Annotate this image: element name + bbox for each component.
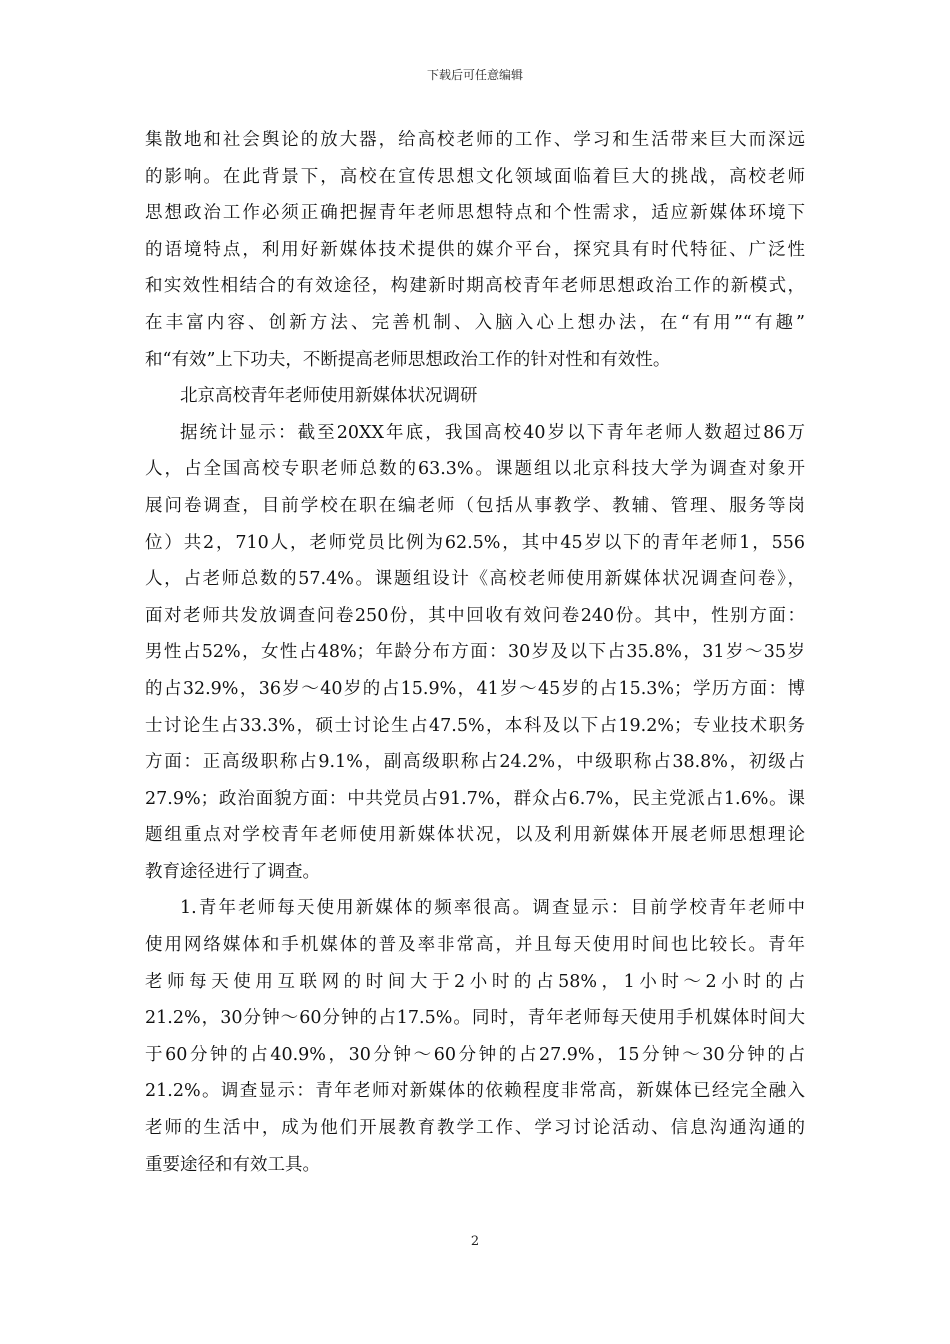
- text-line: 据统计显示：截至20XX年底，我国高校40岁以下青年老师人数超过86万: [180, 422, 805, 443]
- text-line: 士讨论生占33.3%，硕士讨论生占47.5%，本科及以下占19.2%；专业技术职务: [145, 715, 805, 736]
- text-line: 位）共2，710人，老师党员比例为62.5%，其中45岁以下的青年老师1，556: [145, 532, 805, 553]
- paragraph: [145, 415, 805, 891]
- text-line: 使用网络媒体和手机媒体的普及率非常高，并且每天使用时间也比较长。青年: [145, 935, 805, 956]
- text-line: 21.2%。调查显示：青年老师对新媒体的依赖程度非常高，新媒体已经完全融入: [145, 1081, 805, 1102]
- text-line: 重要途径和有效工具。: [145, 1154, 320, 1175]
- body-text: [145, 122, 805, 1183]
- text-line: 面对老师共发放调查问卷250份，其中回收有效问卷240份。其中，性别方面：: [145, 605, 805, 626]
- text-line: 和实效性相结合的有效途径，构建新时期高校青年老师思想政治工作的新模式，: [145, 276, 805, 297]
- text-line: 在丰富内容、创新方法、完善机制、入脑入心上想办法，在“有用”“有趣”: [145, 312, 805, 333]
- text-line: 思想政治工作必须正确把握青年老师思想特点和个性需求，适应新媒体环境下: [145, 203, 805, 224]
- paragraph: [145, 890, 805, 1183]
- text-line: 集散地和社会舆论的放大器，给高校老师的工作、学习和生活带来巨大而深远: [145, 130, 805, 150]
- paragraph: [145, 122, 805, 378]
- text-line: 老师的生活中，成为他们开展教育教学工作、学习讨论活动、信息沟通沟通的: [145, 1118, 805, 1139]
- text-line: 男性占52%，女性占48%；年龄分布方面：30岁及以下占35.8%，31岁～35岁: [145, 642, 805, 663]
- text-line: 的占32.9%，36岁～40岁的占15.9%，41岁～45岁的占15.3%；学历方面：博: [145, 678, 805, 699]
- text-line: 人，占全国高校专职老师总数的63.3%。课题组以北京科技大学为调查对象开: [145, 459, 805, 480]
- text-line: 21.2%，30分钟～60分钟的占17.5%。同时，青年老师每天使用手机媒体时间大: [145, 1008, 805, 1029]
- text-line: 方面：正高级职称占9.1%，副高级职称占24.2%，中级职称占38.8%，初级占: [145, 752, 805, 773]
- text-line: 题组重点对学校青年老师使用新媒体状况，以及利用新媒体开展老师思想理论: [145, 825, 805, 846]
- text-line: 人，占老师总数的57.4%。课题组设计《高校老师使用新媒体状况调查问卷》，: [145, 569, 805, 590]
- page-number: 2: [470, 1234, 480, 1249]
- page-header: 下载后可任意编辑: [426, 68, 523, 82]
- text-line: 和“有效”上下功夫，不断提高老师思想政治工作的针对性和有效性。: [145, 349, 671, 370]
- text-line: 1.青年老师每天使用新媒体的频率很高。调查显示：目前学校青年老师中: [180, 898, 805, 919]
- text-line: 27.9%；政治面貌方面：中共党员占91.7%，群众占6.7%，民主党派占1.6%。课: [145, 788, 805, 809]
- text-line: 老师每天使用互联网的时间大于2小时的占58%，1小时～2小时的占: [145, 971, 805, 992]
- paragraph: [145, 378, 805, 415]
- text-line: 的影响。在此背景下，高校在宣传思想文化领域面临着巨大的挑战，高校老师: [145, 166, 805, 187]
- text-line: 展问卷调查，目前学校在职在编老师（包括从事教学、教辅、管理、服务等岗: [145, 495, 805, 516]
- text-line: 教育途径进行了调查。: [145, 861, 320, 882]
- text-line: 北京高校青年老师使用新媒体状况调研: [180, 386, 478, 407]
- text-line: 的语境特点，利用好新媒体技术提供的媒介平台，探究具有时代特征、广泛性: [145, 239, 805, 260]
- text-line: 于60分钟的占40.9%，30分钟～60分钟的占27.9%，15分钟～30分钟的占: [145, 1044, 805, 1065]
